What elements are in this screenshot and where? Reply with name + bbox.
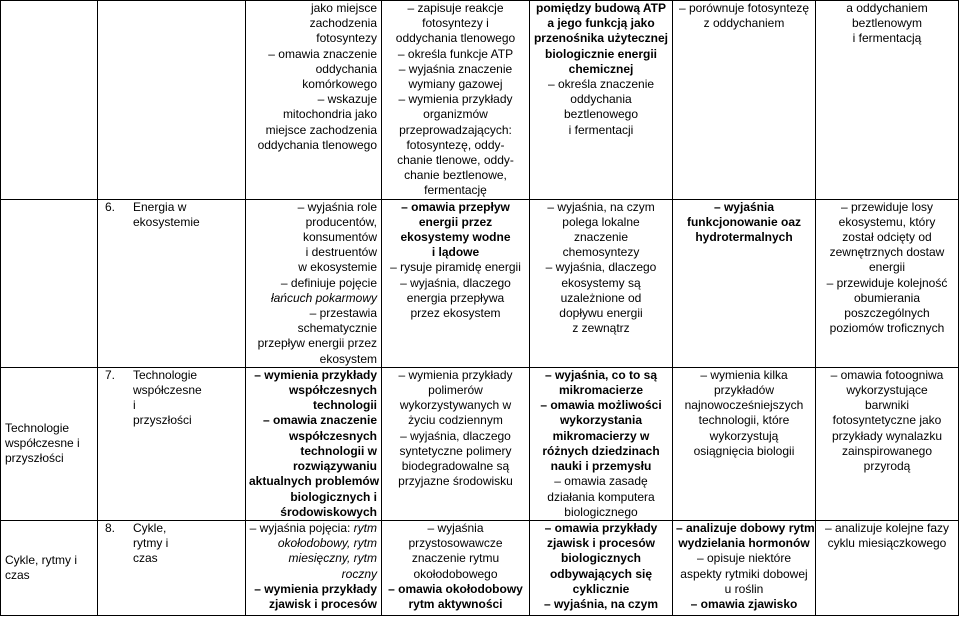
section-cell [1,1,98,200]
requirement-line: przepływ energii przez [257,336,377,351]
requirement-line: – wyjaśnia [427,520,484,535]
requirement-line: uzależnione od [560,290,642,305]
requirement-line: zachodzenia [309,16,377,31]
topic-cell [98,1,246,200]
requirement-line: poziomów troficznych [829,321,945,336]
requirements-extended-cell [530,367,673,520]
topic-title: Cykle, rytmy i czas [133,520,169,566]
requirement-line: biologicznego [564,504,638,519]
requirement-line: – opisuje niektóre [696,551,792,566]
requirement-line: – wyjaśnia, co to są [544,367,658,382]
requirement-line: – omawia przepływ [401,199,510,214]
requirements-excellent-cell [816,520,959,615]
requirement-line: przykłady wynalazku [831,428,943,443]
table-row [1,520,959,615]
requirement-line: – wymienia przykłady [254,581,377,596]
requirement-line: – określa funkcje ATP [397,46,514,61]
requirement-line: oddychania tlenowego [257,137,377,152]
requirement-line: przyjazne środowisku [398,474,513,489]
requirement-line: mikromacierzy w [552,428,650,443]
requirement-line: – przestawia [309,306,377,321]
requirement-line: – wyjaśnia, na czym [543,596,659,611]
requirement-line: łańcuch pokarmowy [270,290,377,305]
requirement-line: producentów, [305,214,377,229]
requirement-line: chemosyntezy [562,245,640,260]
requirement-line: biologicznych i [290,489,377,504]
requirement-line: jako miejsce [310,1,377,15]
requirement-line: – przewiduje losy [840,199,934,214]
requirement-line: osiągnięcia biologii [693,443,795,458]
requirement-line: najnowocześniejszych [684,398,804,413]
section-label: Technologie współczesne i przyszłości [5,421,80,466]
requirement-line: funkcjonowanie oaz [686,214,801,229]
requirement-line: wydzielania hormonów [678,536,810,551]
requirement-line: – omawia zjawisko [690,596,798,611]
requirement-line: ekosystemy wodne [400,230,511,245]
requirements-basic-cell [246,367,382,520]
requirements-extended-cell [530,520,673,615]
requirement-line: – omawia okołodobowy [388,581,523,596]
requirement-line: i fermentacji [568,122,634,137]
requirement-line: przenośnika użytecznej [533,31,669,46]
topic-cell [98,520,246,615]
requirement-line: ekosystemu, który [838,214,936,229]
requirement-line: oddychania tlenowego [395,31,516,46]
requirement-line: – wyjaśnia, na czym [547,199,655,214]
requirements-extended-cell [530,199,673,367]
requirement-line: znaczenie rytmu [411,551,500,566]
requirement-line: – wyjaśnia pojęcia: rytm [249,520,377,535]
requirement-line: – wyjaśnia role [297,199,377,214]
requirement-line: technologii [313,398,377,413]
requirements-excellent-cell [816,199,959,367]
requirement-line: – omawia fotoogniwa [830,367,944,382]
requirement-line: życiu codziennym [408,413,503,428]
requirement-line: polega lokalne [562,214,640,229]
topic-number: 7. [105,367,116,382]
requirement-line: organizmów [423,107,488,122]
requirement-line: fotosyntezy [316,31,377,46]
requirement-line: fotosyntezy i [422,16,489,31]
requirement-line: beztlenowego [563,107,639,122]
requirement-line: współczesnych [288,428,377,443]
requirements-advanced-cell [673,1,816,200]
requirement-line: – zapisuje reakcje [407,1,504,15]
requirements-basic-cell [246,199,382,367]
requirement-line: cyklu miesiączkowego [827,536,947,551]
requirement-line: okołodobowego [413,566,498,581]
requirement-line: i lądowe [431,245,480,260]
requirement-line: wykorzystują [709,428,779,443]
requirement-line: – wyjaśnia, dlaczego [400,275,511,290]
requirement-line: znaczenie [573,230,629,245]
requirement-line: – definiuje pojęcie [280,275,377,290]
requirement-line: środowiskowych [280,504,377,519]
requirements-extended-cell [530,1,673,200]
requirement-line: – rysuje piramidę energii [390,260,521,275]
topic-title: Energia w ekosystemie [133,199,200,229]
requirement-line: aktualnych problemów [249,474,380,489]
requirement-line: miesięczny, rytm [288,551,377,566]
requirement-line: odbywających się [549,566,653,581]
requirement-line: wykorzystywanych w [399,398,512,413]
requirement-line: – wyjaśnia, dlaczego [400,428,511,443]
topic-cell [98,367,246,520]
requirement-line: a jego funkcją jako [547,16,655,31]
requirement-line: konsumentów [302,230,377,245]
requirement-line: miejsce zachodzenia [265,122,377,137]
requirement-line: – wyjaśnia, dlaczego [545,260,657,275]
requirement-line: – wskazuje [317,92,377,107]
requirement-line: fotosyntetyczne jako [832,413,942,428]
requirement-line: roczny [341,566,377,581]
requirement-line: fotosyntezę, oddy- [406,137,505,152]
requirement-line: syntetyczne polimery [399,443,512,458]
requirement-line: biodegradowalne są [401,459,510,474]
requirement-line: – omawia możliwości [540,398,662,413]
requirement-line: mitochondria jako [282,107,377,122]
requirement-line: – analizuje dobowy rytm [676,520,815,535]
requirement-line: cyklicznie [572,581,630,596]
requirement-line: schematycznie [297,321,377,336]
topic-number: 6. [105,199,116,214]
requirement-line: – wymienia przykłady [254,367,377,382]
requirement-line: rozwiązywaniu [292,459,377,474]
requirement-line: – przewiduje kolejność [826,275,948,290]
requirement-line: aspekty rytmiki dobowej [680,566,808,581]
requirement-line: wykorzystania [559,413,643,428]
requirement-line: pomiędzy budową ATP [535,1,666,15]
requirement-line: energii [868,260,906,275]
requirement-line: różnych dziedzinach [542,443,660,458]
requirement-line: z oddychaniem [703,16,785,31]
requirement-line: – wyjaśnia znaczenie [398,61,513,76]
section-label: Cykle, rytmy i czas [5,552,77,582]
requirement-line: oddychania [570,92,632,107]
requirement-line: oddychania [315,61,377,76]
requirements-advanced-cell [673,199,816,367]
requirement-line: przykładów [713,383,775,398]
requirement-line: – omawia znaczenie [262,413,377,428]
requirement-line: zjawisk i procesów [268,596,377,611]
requirements-advanced-cell [673,367,816,520]
requirement-line: przeprowadzających: [399,122,512,137]
requirement-line: dopływu energii [559,306,643,321]
requirement-line: chanie beztlenowe, [404,168,507,183]
topic-title: Technologie współczesne i przyszłości [133,367,202,428]
requirement-line: chemicznej [568,61,634,76]
requirement-line: energia przepływa [406,290,505,305]
requirements-standard-cell [382,367,530,520]
requirement-line: – omawia zasadę [554,474,648,489]
requirement-line: biologicznie energii [544,46,657,61]
section-cell [1,367,98,520]
requirement-line: zewnętrznych dostaw [829,245,945,260]
requirement-line: z zewnątrz [572,321,630,336]
requirement-line: biologicznych [560,551,641,566]
requirement-line: – wyjaśnia [713,199,775,214]
requirements-basic-cell [246,520,382,615]
requirement-line: barwniki [864,398,909,413]
requirement-line: ekosystem [319,351,377,366]
requirement-line: – omawia przykłady [544,520,658,535]
table-row [1,367,959,520]
requirements-excellent-cell [816,367,959,520]
requirement-line: – wymienia przykłady [398,92,513,107]
requirement-line: i fermentacją [852,31,922,46]
requirements-excellent-cell [816,1,959,200]
requirement-line: komórkowego [302,77,377,92]
requirement-line: i destruentów [305,245,377,260]
requirement-line: hydrotermalnych [695,230,793,245]
topic-number: 8. [105,520,116,535]
requirement-line: przez ekosystem [410,306,501,321]
requirement-line: poszczególnych [844,306,930,321]
requirement-line: zainspirowanego [841,443,933,458]
requirement-line: mikromacierze [558,383,644,398]
requirement-line: chanie tlenowe, oddy- [397,153,514,168]
section-cell [1,199,98,367]
requirement-line: fermentację [424,183,487,198]
requirement-line: technologii, które [698,413,790,428]
requirement-line: – określa znaczenie [547,77,655,92]
requirement-line: technologii w [300,443,377,458]
requirement-line: współczesnych [288,383,377,398]
requirement-line: a oddychaniem [846,1,928,15]
requirement-line: okołodobowy, rytm [277,536,377,551]
requirement-line: beztlenowym [851,16,923,31]
requirement-line: przystosowawcze [408,536,503,551]
requirements-basic-cell [246,1,382,200]
requirement-line: – wymienia kilka [700,367,788,382]
requirements-standard-cell [382,1,530,200]
section-cell [1,520,98,615]
requirements-standard-cell [382,199,530,367]
requirement-line: energii przez [418,214,493,229]
requirement-line: obumierania [853,290,921,305]
requirement-line: przyrodą [863,459,911,474]
requirement-line: – porównuje fotosyntezę [678,1,810,15]
requirement-line: wymiany gazowej [408,77,503,92]
requirement-line: w ekosystemie [298,260,377,275]
topic-cell [98,199,246,367]
requirement-line: u roślin [724,581,764,596]
requirement-line: zjawisk i procesów [546,536,656,551]
requirement-line: – analizuje kolejne fazy [824,520,950,535]
requirements-standard-cell [382,520,530,615]
requirement-line: – wymienia przykłady [398,367,513,382]
requirement-line: został odcięty od [842,230,932,245]
table-row [1,199,959,367]
requirement-line: nauki i przemysłu [550,459,652,474]
requirement-line: wykorzystujące [846,383,928,398]
requirement-line: polimerów [428,383,483,398]
requirement-line: ekosystemy są [561,275,641,290]
requirement-line: rytm aktywności [408,596,503,611]
requirements-advanced-cell [673,520,816,615]
table-row [1,1,959,200]
requirement-line: działania komputera [547,489,655,504]
requirement-line: – omawia znaczenie [268,46,377,61]
